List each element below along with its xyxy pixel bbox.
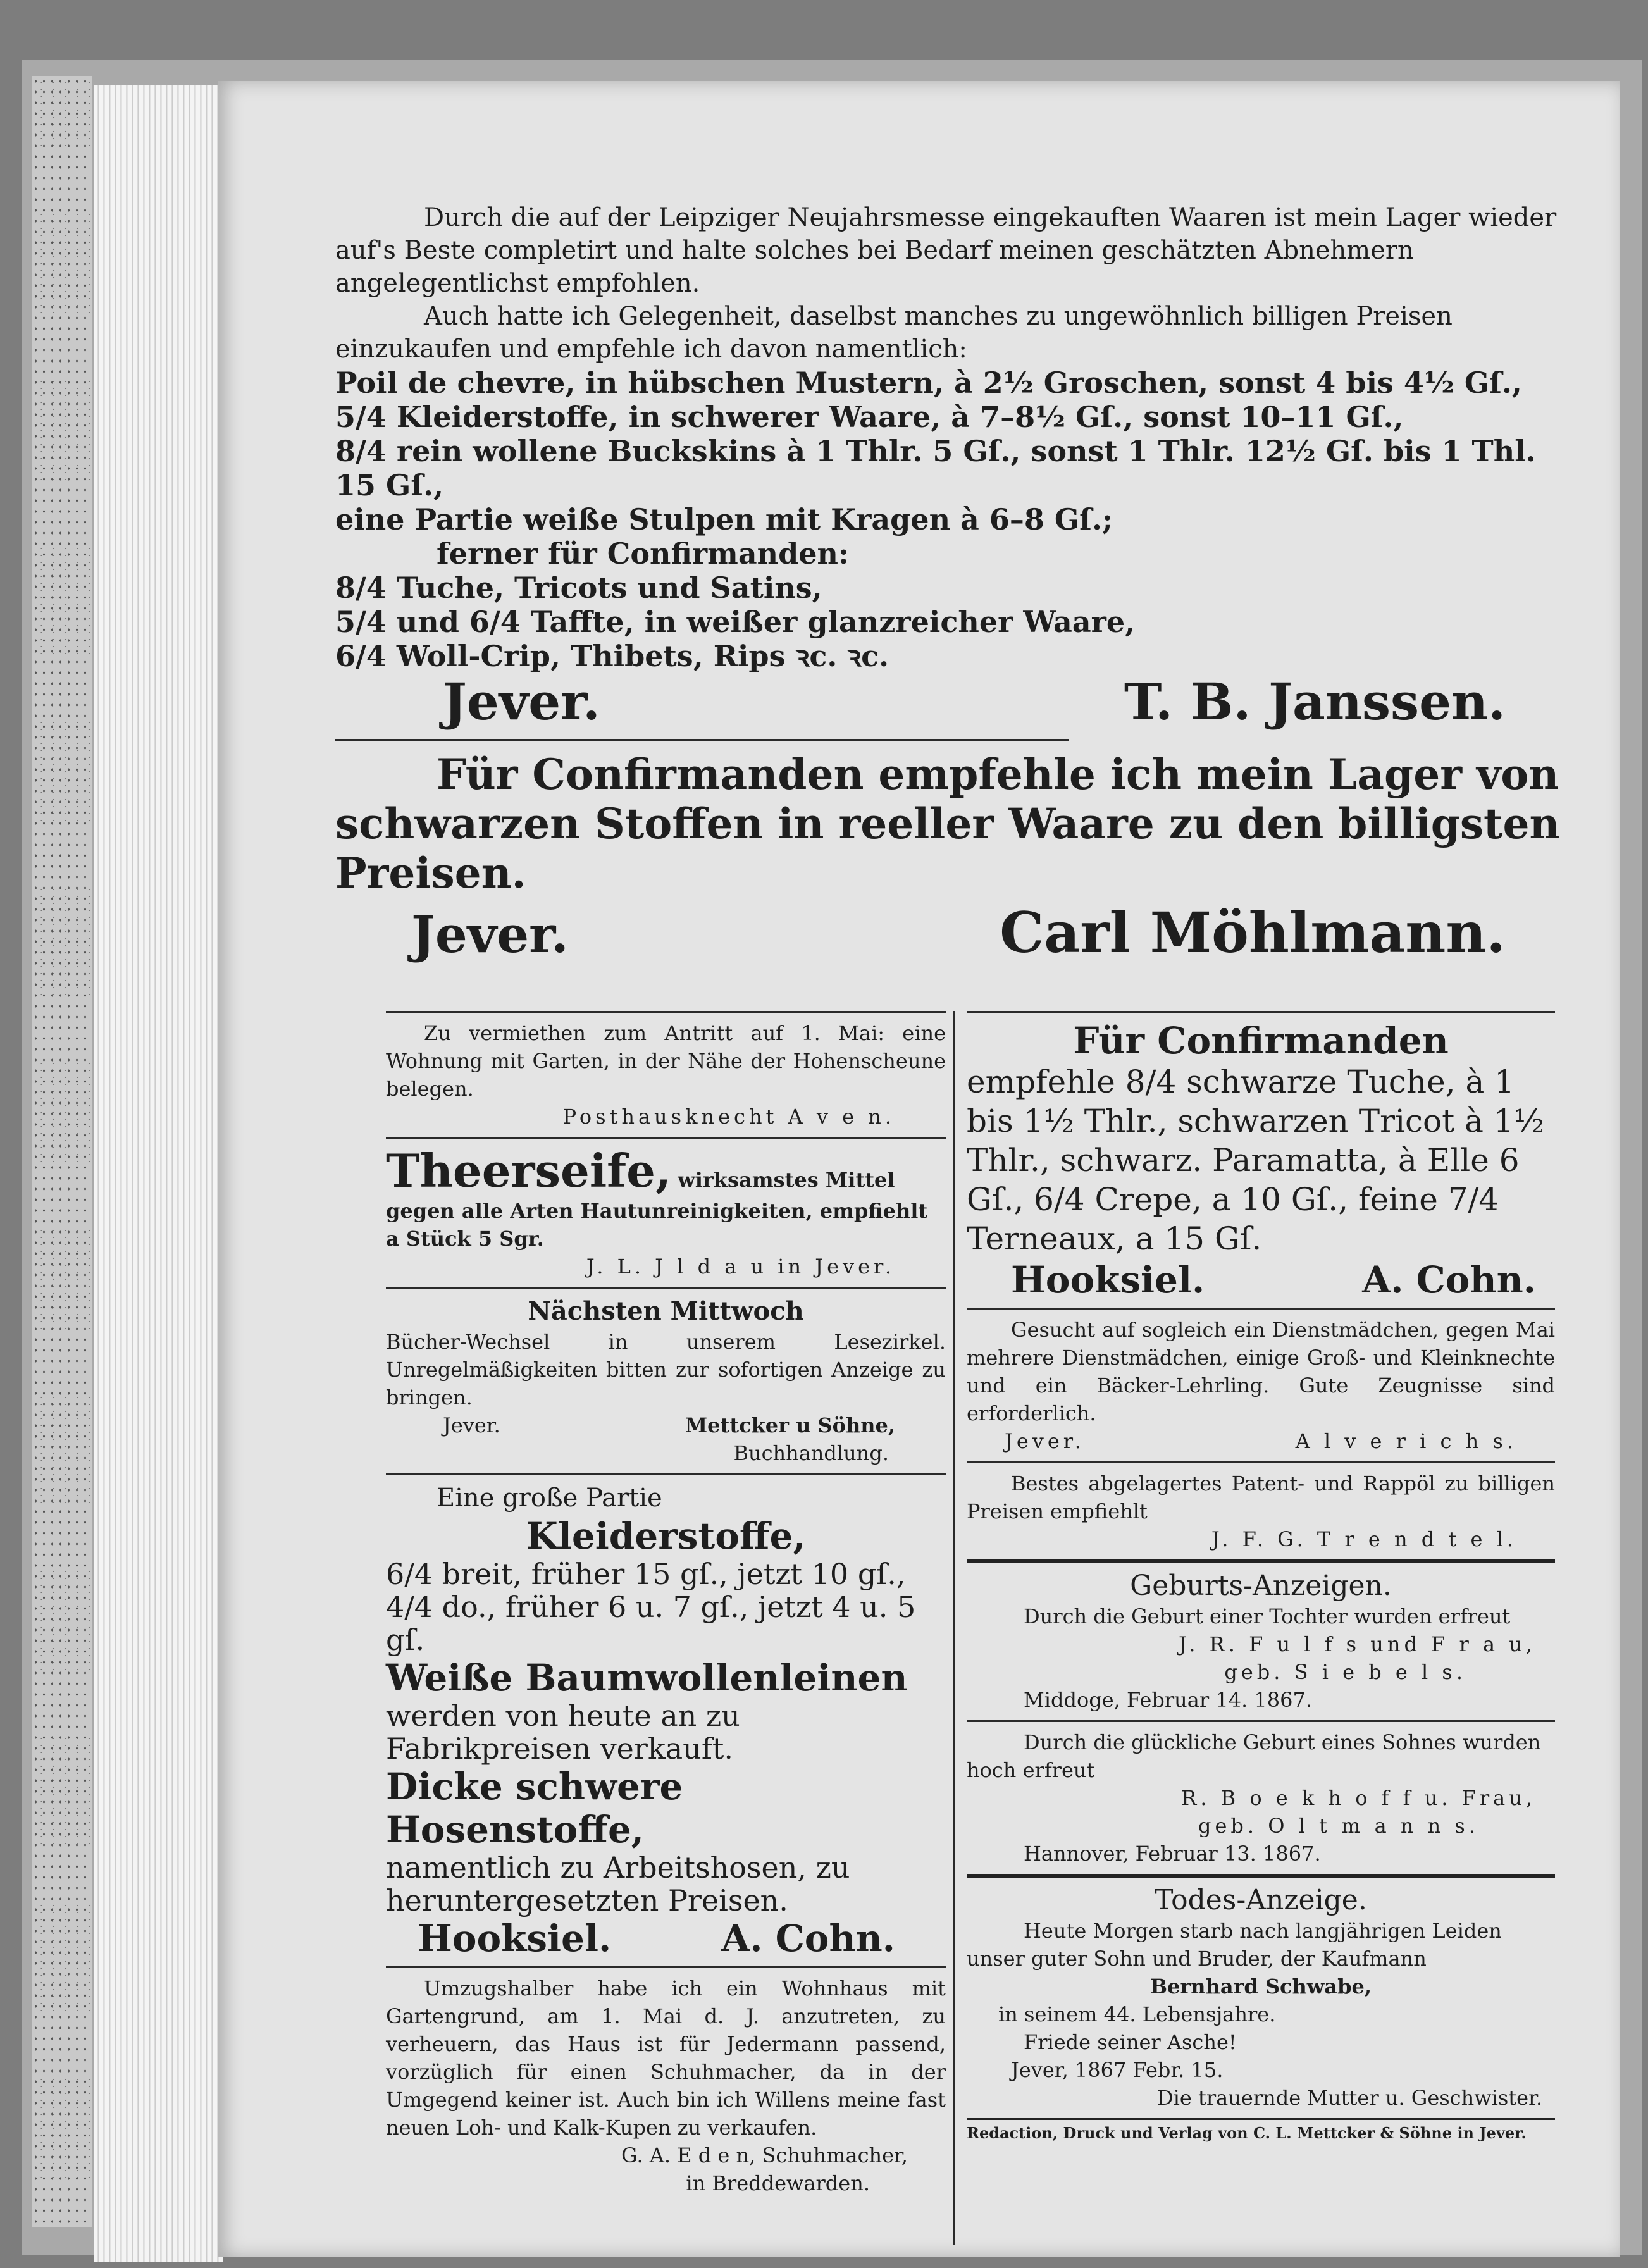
- oil-signature: J. F. G. T r e n d t e l.: [1211, 1527, 1517, 1551]
- maid-place: Jever.: [1005, 1429, 1085, 1453]
- soap-title: Theerseife,: [386, 1144, 672, 1198]
- death-age: in seinem 44. Lebensjahre.: [998, 2002, 1276, 2026]
- separator: [386, 1137, 946, 1139]
- rent-text: Zu vermiethen zum Antritt auf 1. Mai: eine Wohnung mit Garten, in der Nähe der Hohenscheune belegen.: [386, 1021, 946, 1101]
- separator: [967, 1720, 1555, 1722]
- ad-item: eine Partie weiße Stulpen mit Kragen à 6–8 Gſ.;: [335, 502, 1113, 536]
- birth2-dateline: Hannover, Februar 13. 1867.: [1024, 1842, 1321, 1866]
- page-content: [335, 201, 1563, 2238]
- separator: [967, 1308, 1555, 1310]
- ad-signature: T. B. Janssen.: [1124, 672, 1506, 731]
- oil-text: Bestes abgelagertes Patent- und Rappöl zu billigen Preisen empfiehlt: [967, 1472, 1555, 1523]
- soap-signature: J. L. J l d a u in Jever.: [586, 1255, 895, 1279]
- death-rest: Friede seiner Asche!: [1024, 2030, 1237, 2054]
- birth1-text: Durch die Geburt einer Tochter wurden erfreut: [1024, 1604, 1511, 1628]
- books-title: Nächsten Mittwoch: [528, 1296, 804, 1326]
- fabric-line: namentlich zu Arbeitshosen, zu heruntergesetzten Preisen.: [386, 1850, 850, 1918]
- maid-text: Gesucht auf sogleich ein Dienstmädchen, gegen Mai mehrere Dienstmädchen, einige Groß- und Kleinknechte und ein Bäcker-Lehrling. Gute Zeugnisse sind erforderlich.: [967, 1318, 1555, 1425]
- soap-text: wirksamstes Mittel gegen alle Arten Hautunreinigkeiten, empfiehlt a Stück 5 Sgr.: [386, 1168, 928, 1251]
- ad-intro: Durch die auf der Leipziger Neujahrsmesse eingekauften Waaren ist mein Lager wieder auf's Beste completirt und halte solches bei Bedarf meinen geschätzten Abnehmern angelegentlichst empfohlen.: [335, 203, 1557, 298]
- banner-place: Jever.: [411, 905, 569, 964]
- ad-intro2: Auch hatte ich Gelegenheit, daselbst manches zu ungewöhnlich billigen Preisen einzukaufen und empfehle ich davon namentlich:: [335, 302, 1453, 364]
- birth1-names2: geb. S i e b e l s.: [1224, 1660, 1466, 1684]
- birth2-names: R. B o e k h o f f u. Frau,: [1181, 1786, 1536, 1810]
- banner-text: Für Confirmanden empfehle ich mein Lager von schwarzen Stoffen in reeller Waare zu den billigsten Preisen.: [335, 750, 1560, 898]
- separator: [335, 739, 1069, 741]
- rent-signature: Posthausknecht A v e n.: [562, 1105, 895, 1129]
- ad-item: 8/4 Tuche, Tricots und Satins,: [335, 571, 822, 605]
- fabric-line: Eine große Partie: [437, 1484, 662, 1513]
- ad-item: 5/4 und 6/4 Taffte, in weißer glanzreicher Waare,: [335, 605, 1136, 639]
- ad-item: 5/4 Kleiderstoffe, in schwerer Waare, à 7–8½ Gſ., sonst 10–11 Gſ.,: [335, 400, 1404, 434]
- separator: [386, 1287, 946, 1289]
- fabric-line: Weiße Baumwollenleinen: [386, 1656, 908, 1699]
- separator: [967, 1874, 1555, 1878]
- fabric-line: Dicke schwere Hosenstoffe,: [386, 1765, 683, 1851]
- janssen-ad: [335, 201, 1563, 730]
- death-text: Heute Morgen starb nach langjährigen Leiden unser guter Sohn und Bruder, der Kaufmann: [967, 1919, 1502, 1971]
- printer-footer: Redaction, Druck und Verlag von C. L. Mettcker & Söhne in Jever.: [967, 2118, 1555, 2144]
- death-title: Todes-Anzeige.: [1155, 1884, 1367, 1916]
- birth1-dateline: Middoge, Februar 14. 1867.: [1024, 1688, 1312, 1712]
- cover-speckle: [32, 76, 92, 2227]
- maid-signature: A l v e r i c h s.: [1295, 1429, 1517, 1453]
- page-edges: [94, 85, 223, 2262]
- ad-item: 8/4 rein wollene Buckskins à 1 Thlr. 5 Gſ., sonst 1 Thlr. 12½ Gſ. bis 1 Thl. 15 Gſ.,: [335, 434, 1536, 502]
- books-signature: Mettcker u Söhne,: [685, 1413, 895, 1437]
- death-family: Die trauernde Mutter u. Geschwister.: [1157, 2086, 1542, 2110]
- fabric-line: 4/4 do., früher 6 u. 7 gſ., jetzt 4 u. 5 gſ.: [386, 1590, 916, 1657]
- two-column-section: [335, 1011, 1563, 2245]
- confirm-text: empfehle 8/4 schwarze Tuche, à 1 bis 1½ Thlr., schwarzen Tricot à 1½ Thlr., schwarz. Paramatta, à Elle 6 Gſ., 6/4 Crepe, a 10 Gſ., feine 7/4 Terneaux, a 15 Gſ.: [967, 1063, 1545, 1257]
- books-text: Bücher-Wechsel in unserem Lesezirkel. Unregelmäßigkeiten bitten zur sofortigen Anzeige zu bringen.: [386, 1330, 946, 1410]
- separator: [967, 1011, 1555, 1013]
- fabric-signature: A. Cohn.: [721, 1917, 895, 1960]
- separator: [967, 1461, 1555, 1463]
- house-signature2: in Breddewarden.: [686, 2171, 870, 2195]
- ad-item: Poil de chevre, in hübschen Mustern, à 2½ Groschen, sonst 4 bis 4½ Gſ.,: [335, 366, 1522, 400]
- banner-signature: Carl Möhlmann.: [1000, 900, 1506, 965]
- newspaper-page: [218, 81, 1620, 2257]
- left-column: [335, 1011, 955, 2245]
- separator: [386, 1966, 946, 1968]
- confirm-title: Für Confirmanden: [1073, 1019, 1449, 1062]
- fabric-line: Kleiderstoffe,: [526, 1515, 806, 1558]
- births-title: Geburts-Anzeigen.: [1130, 1570, 1392, 1602]
- ad-subhead: ferner für Confirmanden:: [437, 536, 849, 571]
- death-dateline: Jever, 1867 Febr. 15.: [1011, 2058, 1224, 2082]
- house-text: Umzugshalber habe ich ein Wohnhaus mit Gartengrund, am 1. Mai d. J. anzutreten, zu verheuern, das Haus ist für Jedermann passend, vorzüglich für einen Schuhmacher, da in der Umgegend keiner ist. Auch bin ich Willens meine fast neuen Loh- und Kalk-Kupen zu verkaufen.: [386, 1976, 946, 2140]
- books-signature2: Buchhandlung.: [733, 1441, 889, 1465]
- confirm-place: Hooksiel.: [1011, 1258, 1205, 1301]
- birth1-names: J. R. F u l f s und F r a u,: [1178, 1632, 1536, 1656]
- fabric-place: Hooksiel.: [418, 1917, 612, 1960]
- books-place: Jever.: [443, 1413, 500, 1437]
- ad-place: Jever.: [443, 672, 600, 731]
- separator: [386, 1011, 946, 1013]
- right-column: [955, 1011, 1563, 2245]
- birth2-text: Durch die glückliche Geburt eines Sohnes wurden hoch erfreut: [967, 1730, 1541, 1782]
- ad-item: 6/4 Woll-Crip, Thibets, Rips ꝛc. ꝛc.: [335, 639, 889, 673]
- separator: [967, 1559, 1555, 1563]
- house-signature: G. A. E d e n, Schuhmacher,: [621, 2143, 908, 2167]
- birth2-names2: geb. O l t m a n n s.: [1198, 1814, 1479, 1838]
- fabric-line: 6/4 breit, früher 15 gſ., jetzt 10 gſ.,: [386, 1557, 906, 1591]
- moehlmann-ad: [335, 750, 1563, 963]
- fabric-line: werden von heute an zu Fabrikpreisen verkauft.: [386, 1699, 740, 1766]
- separator: [386, 1473, 946, 1475]
- death-name: Bernhard Schwabe,: [1150, 1974, 1372, 1998]
- confirm-signature: A. Cohn.: [1362, 1258, 1536, 1301]
